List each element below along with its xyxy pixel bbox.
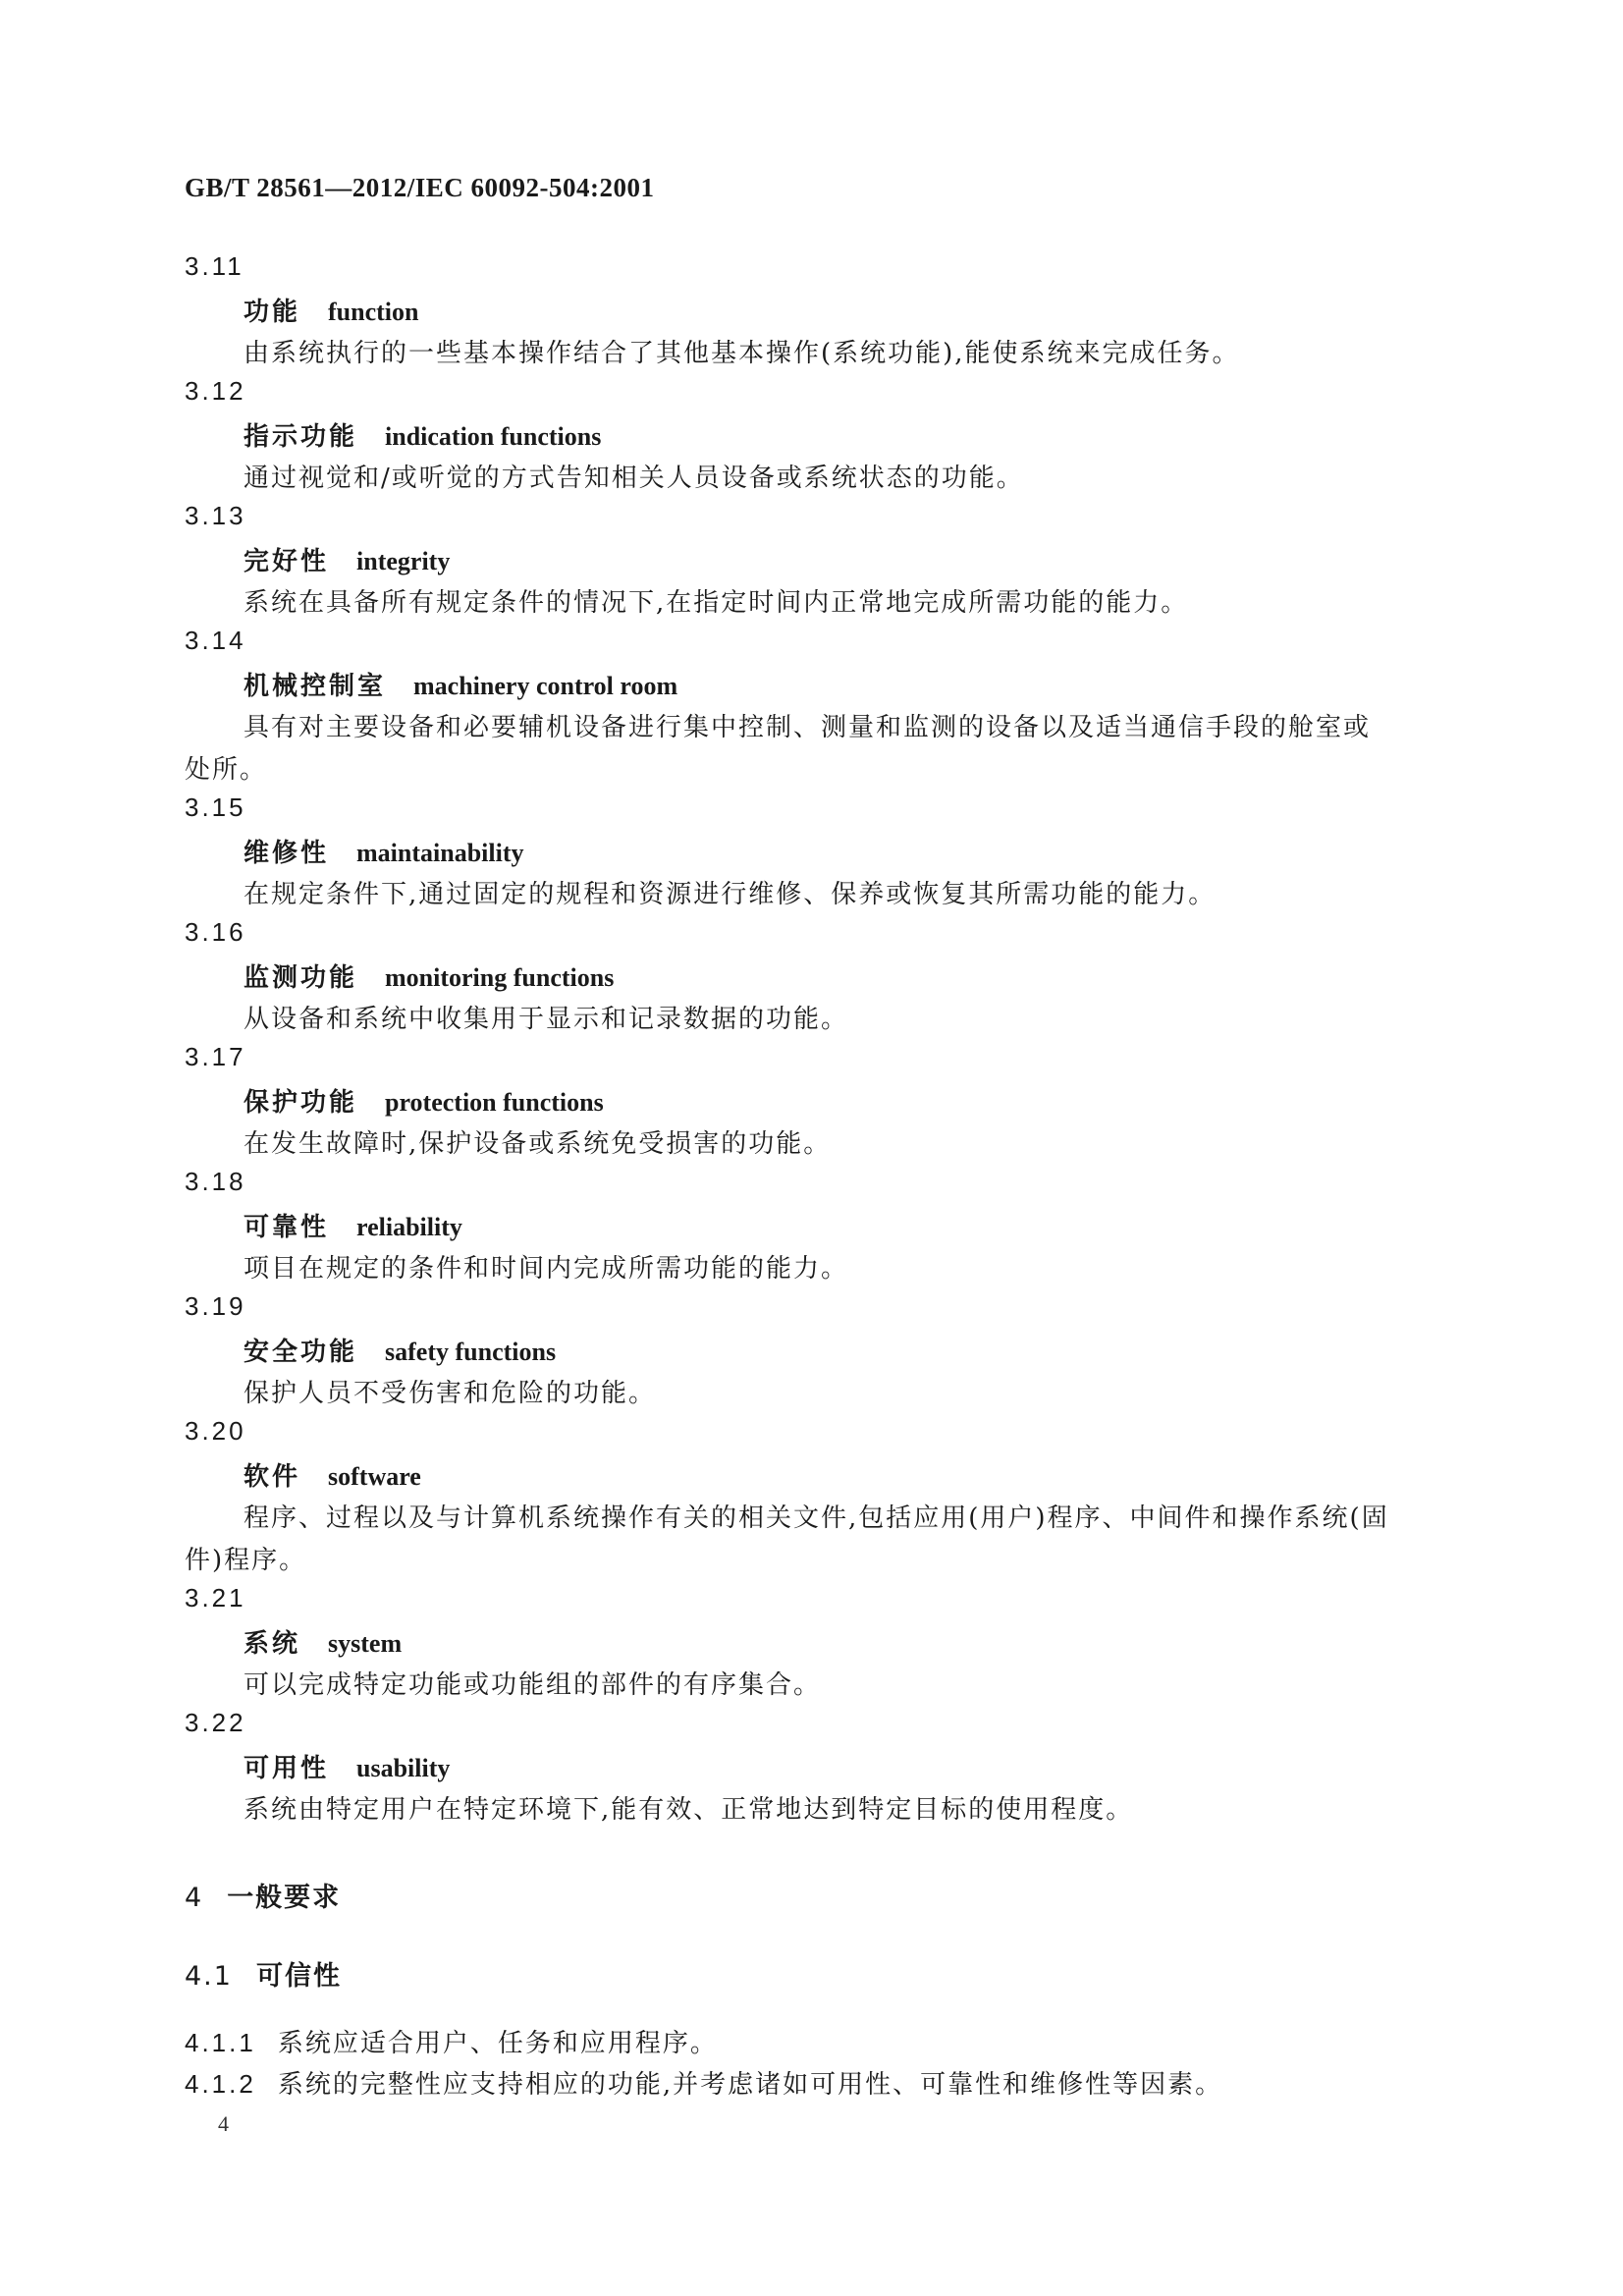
term-heading [243, 1456, 421, 1493]
term-zh: 功能 [243, 298, 301, 327]
term-number: 3.11 [185, 251, 244, 281]
term-zh: 系统 [243, 1629, 301, 1659]
term-zh: 监测功能 [243, 963, 358, 993]
term-number: 3.17 [185, 1042, 246, 1071]
term-number: 3.18 [185, 1167, 246, 1196]
section-number: 4 [185, 1883, 204, 1913]
term-en: integrity [356, 547, 451, 575]
clause-number: 4.1.2 [185, 2069, 256, 2099]
term-definition: 在规定条件下,通过固定的规程和资源进行维修、保养或恢复其所需功能的能力。 [243, 880, 1217, 909]
subsection-number: 4.1 [185, 1961, 233, 1992]
term-definition: 在发生故障时,保护设备或系统免受损害的功能。 [243, 1129, 832, 1159]
document-header: GB/T 28561—2012/IEC 60092-504:2001 [185, 173, 655, 202]
term-number: 3.16 [185, 917, 246, 947]
term-heading [243, 1748, 450, 1784]
term-zh: 维修性 [243, 839, 330, 868]
term-en: reliability [356, 1213, 462, 1241]
term-zh: 保护功能 [243, 1088, 358, 1118]
term-definition-continuation: 件)程序。 [185, 1546, 307, 1575]
term-number: 3.15 [185, 793, 246, 822]
page-number: 4 [218, 2111, 229, 2136]
term-heading [243, 541, 450, 577]
term-heading [243, 1623, 402, 1660]
term-heading [243, 416, 601, 453]
term-definition-continuation: 处所。 [185, 755, 268, 785]
clause [185, 2064, 1222, 2101]
term-number: 3.12 [185, 376, 246, 406]
term-number: 3.14 [185, 626, 246, 655]
clause-text: 系统应适合用户、任务和应用程序。 [277, 2029, 718, 2058]
term-en: system [328, 1629, 403, 1658]
term-en: monitoring functions [385, 963, 615, 992]
section-heading [185, 1876, 341, 1914]
term-definition: 系统在具备所有规定条件的情况下,在指定时间内正常地完成所需功能的能力。 [243, 588, 1189, 618]
term-number: 3.22 [185, 1708, 246, 1737]
term-definition: 项目在规定的条件和时间内完成所需功能的能力。 [243, 1254, 849, 1284]
term-definition: 程序、过程以及与计算机系统操作有关的相关文件,包括应用(用户)程序、中间件和操作系统(固 [243, 1503, 1389, 1533]
term-number: 3.20 [185, 1416, 246, 1446]
term-en: function [328, 298, 419, 326]
subsection-heading [185, 1954, 342, 1993]
clause-number: 4.1.1 [185, 2028, 256, 2057]
term-heading [243, 833, 524, 869]
term-zh: 机械控制室 [243, 672, 387, 701]
section-title: 一般要求 [227, 1883, 342, 1913]
term-zh: 软件 [243, 1462, 301, 1492]
clause-text: 系统的完整性应支持相应的功能,并考虑诸如可用性、可靠性和维修性等因素。 [277, 2070, 1223, 2100]
term-en: usability [356, 1754, 451, 1782]
term-heading [243, 1332, 556, 1368]
term-definition: 通过视觉和/或听觉的方式告知相关人员设备或系统状态的功能。 [243, 464, 1024, 493]
term-heading [243, 1082, 604, 1119]
term-en: indication functions [385, 422, 602, 451]
term-heading [243, 957, 614, 994]
term-definition: 从设备和系统中收集用于显示和记录数据的功能。 [243, 1005, 849, 1034]
term-zh: 完好性 [243, 547, 330, 576]
term-zh: 指示功能 [243, 422, 358, 452]
term-zh: 安全功能 [243, 1338, 358, 1367]
term-definition: 保护人员不受伤害和危险的功能。 [243, 1379, 657, 1408]
term-definition: 系统由特定用户在特定环境下,能有效、正常地达到特定目标的使用程度。 [243, 1795, 1134, 1825]
term-en: protection functions [385, 1088, 604, 1117]
clause [185, 2023, 718, 2059]
term-zh: 可用性 [243, 1754, 330, 1783]
term-en: software [328, 1462, 421, 1491]
term-definition: 由系统执行的一些基本操作结合了其他基本操作(系统功能),能使系统来完成任务。 [243, 339, 1240, 368]
term-heading [243, 1207, 462, 1243]
subsection-title: 可信性 [255, 1961, 342, 1992]
term-heading [243, 292, 418, 328]
term-en: maintainability [356, 839, 524, 867]
term-number: 3.13 [185, 501, 246, 530]
term-definition: 可以完成特定功能或功能组的部件的有序集合。 [243, 1670, 822, 1700]
term-number: 3.21 [185, 1583, 246, 1613]
term-number: 3.19 [185, 1291, 246, 1321]
term-definition: 具有对主要设备和必要辅机设备进行集中控制、测量和监测的设备以及适当通信手段的舱室或 [243, 713, 1372, 742]
term-en: safety functions [385, 1338, 557, 1366]
term-heading [243, 666, 677, 702]
term-en: machinery control room [413, 672, 678, 700]
term-zh: 可靠性 [243, 1213, 330, 1242]
